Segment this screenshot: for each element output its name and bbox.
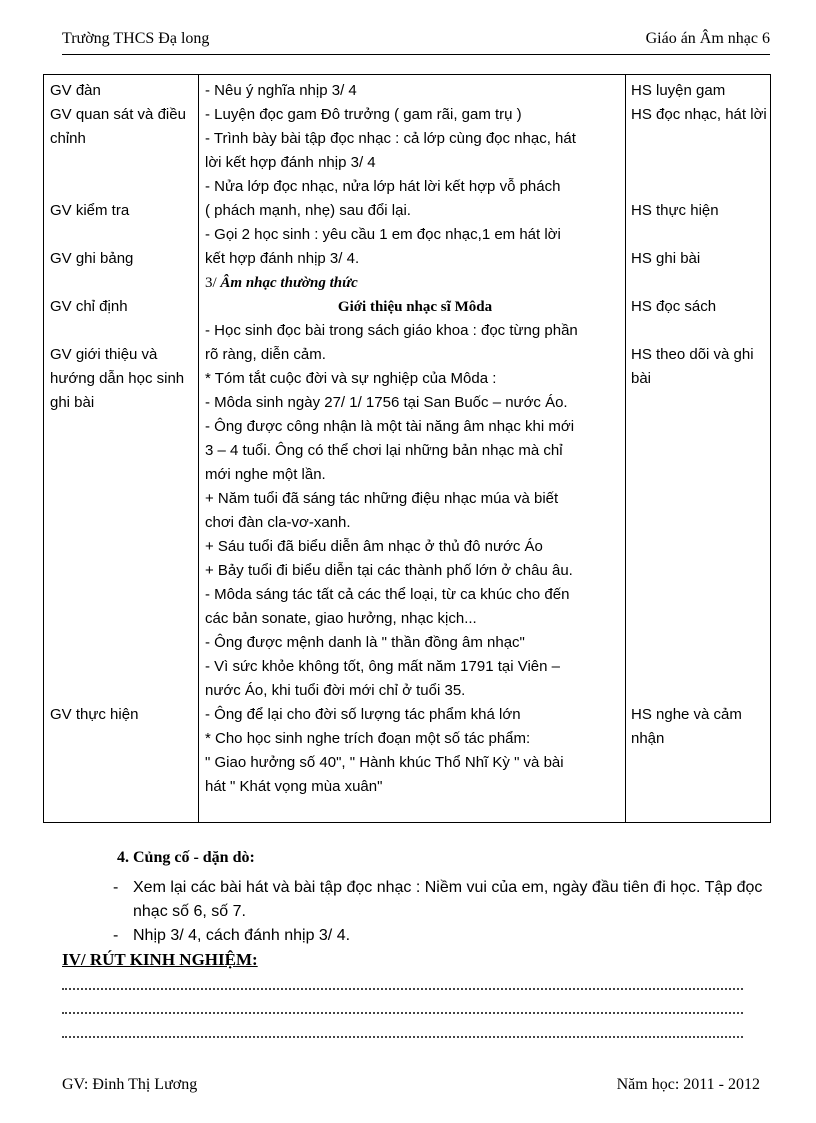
content-line: - Ông được mệnh danh là " thần đồng âm nhạc" <box>205 634 525 651</box>
student-activity: HS đọc nhạc, hát lời <box>631 106 767 123</box>
document-subject: Giáo án Âm nhạc 6 <box>645 30 770 47</box>
content-line: - Ông để lại cho đời số lượng tác phẩm khá lớn <box>205 706 521 723</box>
content-line: - Nửa lớp đọc nhạc, nửa lớp hát lời kết hợp vỗ phách <box>205 178 561 195</box>
student-activity: HS thực hiện <box>631 202 719 219</box>
student-activity: HS luyện gam <box>631 82 726 99</box>
content-line: * Cho học sinh nghe trích đoạn một số tác phẩm: <box>205 730 531 747</box>
content-line: " Giao hưởng số 40", " Hành khúc Thổ Nhĩ Kỳ " và bài <box>205 754 564 771</box>
content-line: nước Áo, khi tuổi đời mới chỉ ở tuổi 35. <box>205 682 466 699</box>
list-item <box>113 924 513 948</box>
school-name: Trường THCS Đạ long <box>62 30 210 47</box>
content-line: + Năm tuổi đã sáng tác những điệu nhạc múa và biết <box>205 490 559 507</box>
list-item-text: Nhịp 3/ 4, cách đánh nhịp 3/ 4. <box>133 927 351 944</box>
student-activity: HS đọc sách <box>631 298 717 315</box>
content-line: ( phách mạnh, nhẹ) sau đổi lại. <box>205 202 411 219</box>
list-item <box>113 876 773 924</box>
teacher-activity: GV quan sát và điều chỉnh <box>50 106 186 147</box>
composer-heading: Giới thiệu nhạc sĩ Môda <box>337 299 493 315</box>
teacher-activity: GV thực hiện <box>50 706 139 723</box>
section-title: Âm nhạc thường thức <box>220 275 358 291</box>
teacher-activity: GV kiểm tra <box>50 202 130 219</box>
bullet-dash: - <box>113 879 119 896</box>
content-line: chơi đàn cla-vơ-xanh. <box>205 514 351 531</box>
content-line: - Ông được công nhận là một tài năng âm nhạc khi mới <box>205 418 575 435</box>
dotted-line <box>62 1036 743 1038</box>
lesson-table <box>43 74 771 823</box>
content-line: - Học sinh đọc bài trong sách giáo khoa : đọc từng phần <box>205 322 578 339</box>
student-activity: HS ghi bài <box>631 250 701 267</box>
content-line: - Môda sinh ngày 27/ 1/ 1756 tại San Buốc – nước Áo. <box>205 394 568 411</box>
footer-year: Năm học: 2011 - 2012 <box>616 1076 760 1093</box>
content-line: - Môda sáng tác tất cả các thể loại, từ ca khúc cho đến <box>205 586 570 603</box>
content-line: - Luyện đọc gam Đô trưởng ( gam rãi, gam trụ ) <box>205 106 522 123</box>
content-line: - Trình bày bài tập đọc nhạc : cả lớp cùng đọc nhạc, hát <box>205 130 576 147</box>
content-line: + Bảy tuổi đi biểu diễn tại các thành phố lớn ở châu âu. <box>205 562 573 579</box>
list-item-text: Xem lại các bài hát và bài tập đọc nhạc : Niềm vui của em, ngày đầu tiên đi học. Tập đọc nhạc số 6, số 7. <box>133 879 763 920</box>
content-line: * Tóm tắt cuộc đời và sự nghiệp của Môda : <box>205 370 497 387</box>
content-line: lời kết hợp đánh nhịp 3/ 4 <box>205 154 376 171</box>
table-divider <box>625 75 626 822</box>
teacher-activity: GV ghi bảng <box>50 250 134 267</box>
teacher-activity: GV giới thiệu và hướng dẫn học sinh ghi bài <box>50 346 185 411</box>
teacher-activity: GV chỉ định <box>50 298 128 315</box>
table-divider <box>198 75 199 822</box>
content-line: - Vì sức khỏe không tốt, ông mất năm 1791 tại Viên – <box>205 658 560 675</box>
dotted-line <box>62 988 743 990</box>
content-line: + Sáu tuổi đã biểu diễn âm nhạc ở thủ đô nước Áo <box>205 538 543 555</box>
content-line: hát " Khát vọng mùa xuân" <box>205 778 383 795</box>
section-number: 3/ <box>205 275 217 291</box>
teacher-activity: GV đàn <box>50 82 101 99</box>
rut-kinh-nghiem-title: IV/ RÚT KINH NGHIỆM: <box>62 950 258 969</box>
student-activity: HS nghe và cảm nhận <box>631 706 742 747</box>
content-line: kết hợp đánh nhịp 3/ 4. <box>205 250 360 267</box>
content-line: - Nêu ý nghĩa nhịp 3/ 4 <box>205 82 357 99</box>
content-line: - Gọi 2 học sinh : yêu cầu 1 em đọc nhạc,1 em hát lời <box>205 226 561 243</box>
content-line: mới nghe một lần. <box>205 466 326 483</box>
student-activity: HS theo dõi và ghi bài <box>631 346 754 387</box>
section-4-title: 4. Củng cố - dặn dò: <box>117 849 255 866</box>
content-line: các bản sonate, giao hưởng, nhạc kịch... <box>205 610 477 627</box>
footer-teacher: GV: Đinh Thị Lương <box>62 1076 198 1093</box>
dotted-line <box>62 1012 743 1014</box>
bullet-dash: - <box>113 927 119 944</box>
content-line: rõ ràng, diễn cảm. <box>205 346 326 363</box>
content-line: 3 – 4 tuổi. Ông có thể chơi lại những bản nhạc mà chỉ <box>205 442 563 459</box>
page-header <box>62 30 770 55</box>
lesson-content-column <box>205 79 625 799</box>
section-heading <box>205 271 625 295</box>
